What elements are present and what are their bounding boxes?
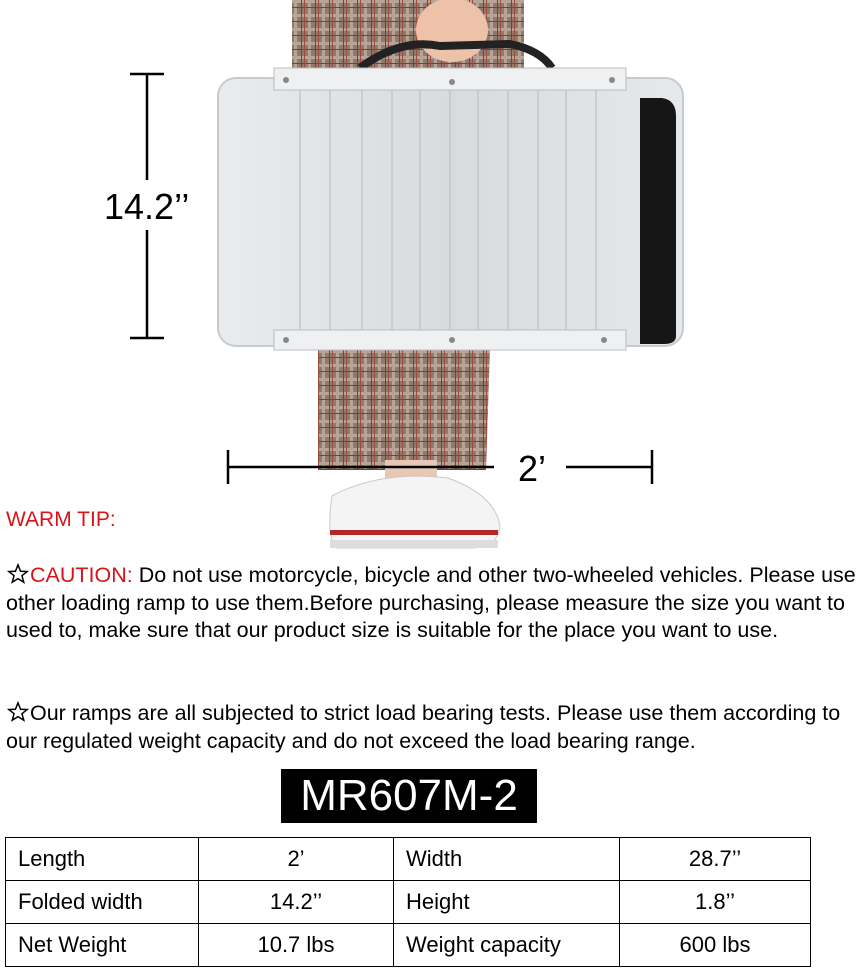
model-number-badge: MR607M-2 [281,769,537,823]
spec-label: Net Weight [6,924,199,967]
spec-label: Length [6,838,199,881]
caution-text: Do not use motorcycle, bicycle and other two-wheeled vehicles. Please use other loading ramp to use them.Before purchasing, please measure the size you want to used to, make sure that our product size is suitable for the place you want to use. [6,563,856,642]
spec-value: 600 lbs [620,924,811,967]
spec-label: Height [394,881,620,924]
spec-label: Weight capacity [394,924,620,967]
spec-value: 2’ [199,838,394,881]
star-outline-icon [6,701,30,723]
table-row [6,838,811,881]
warm-tip-heading: WARM TIP: [6,508,116,531]
shoe [330,476,500,548]
spec-label: Folded width [6,881,199,924]
height-dimension-label: 14.2’’ [104,186,190,227]
spec-value: 10.7 lbs [199,924,394,967]
table-row [6,881,811,924]
length-dimension-label: 2’ [518,448,547,489]
load-text: Our ramps are all subjected to strict load bearing tests. Please use them according to our regulated weight capacity and do not exceed the load bearing range. [6,701,841,753]
spec-value: 1.8’’ [620,881,811,924]
spec-label: Width [394,838,620,881]
specs-table [5,837,811,967]
table-row [6,924,811,967]
caution-paragraph [6,562,861,645]
spec-value: 28.7’’ [620,838,811,881]
spec-value: 14.2’’ [199,881,394,924]
caution-label: CAUTION: [30,563,133,587]
load-paragraph [6,700,861,755]
ramp-illustration [218,44,683,350]
star-outline-icon [6,563,30,585]
